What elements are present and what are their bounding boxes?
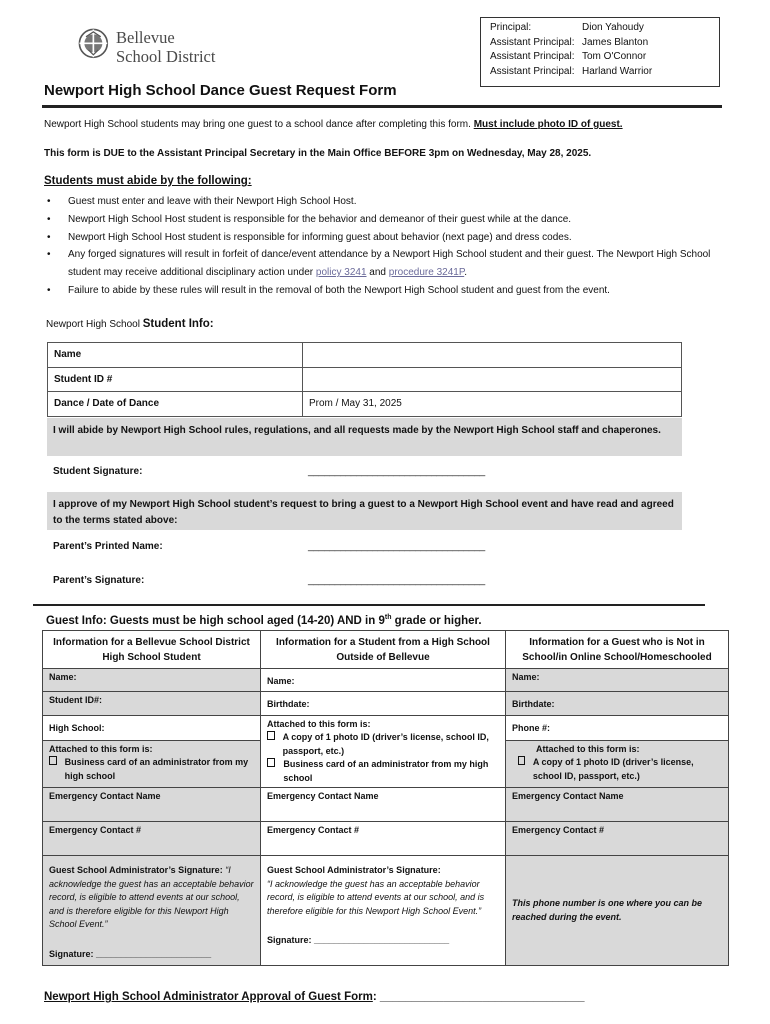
other-attachments: Attached to this form is: A copy of 1 photo ID (driver’s license, school ID, passport, etc.) [506, 740, 729, 787]
rules-heading: Students must abide by the following: [44, 175, 252, 187]
staff-row: Assistant Principal: Harland Warrior [490, 65, 653, 77]
table-row [43, 856, 729, 966]
admin-approval-line[interactable]: Newport High School Administrator Approval of Guest Form: ________________________________ [44, 991, 585, 1003]
list-item: • Guest must enter and leave with their Newport High School Host. [44, 193, 714, 211]
list-item: • Any forged signatures will result in forfeit of dance/event attendance by a Newport High School student and their guest. The Newport High School student may receive additional disciplinary action under policy 3241 and procedure 3241P. [44, 246, 714, 282]
dance-date-field[interactable]: Prom / May 31, 2025 [303, 392, 682, 417]
guest-info-heading: Guest Info: Guests must be high school aged (14-20) AND in 9th grade or higher. [46, 614, 482, 627]
divider [33, 604, 705, 606]
staff-row: Assistant Principal: James Blanton [490, 36, 649, 48]
divider [42, 105, 722, 108]
outside-birthdate-field[interactable]: Birthdate: [261, 691, 506, 715]
list-item: • Newport High School Host student is responsible for informing guest about behavior (next page) and dress codes. [44, 229, 714, 247]
table-row [43, 715, 729, 740]
other-name-field[interactable]: Name: [506, 669, 729, 692]
policy-link[interactable]: policy 3241 [315, 267, 367, 279]
bsd-attachments: Attached to this form is: Business card of an administrator from my high school [43, 740, 261, 787]
parent-name-label: Parent’s Printed Name: [53, 541, 163, 552]
outside-emergency-number-field[interactable]: Emergency Contact # [261, 822, 506, 856]
col-header-not-in-school: Information for a Guest who is Not in School/in Online School/Homeschooled [506, 631, 729, 669]
student-name-field[interactable] [303, 343, 682, 368]
other-birthdate-field[interactable]: Birthdate: [506, 691, 729, 715]
table-row [43, 788, 729, 822]
other-emergency-name-field[interactable]: Emergency Contact Name [506, 788, 729, 822]
parent-signature-label: Parent’s Signature: [53, 575, 145, 586]
bsd-student-id-field[interactable]: Student ID#: [43, 691, 261, 715]
col-header-bsd: Information for a Bellevue School District High School Student [43, 631, 261, 669]
district-logo [77, 27, 113, 63]
principal-box [480, 17, 720, 87]
business-card-checkbox[interactable] [267, 758, 275, 767]
parent-name-line[interactable]: _________________________________ [308, 541, 485, 552]
agreement-statement: I will abide by Newport High School rules, regulations, and all requests made by the Newport High School staff and chaperones. [47, 418, 682, 456]
table-row [43, 691, 729, 715]
guest-info-table [42, 630, 729, 966]
table-row: Student ID # [48, 367, 682, 392]
outside-name-field[interactable]: Name: [261, 669, 506, 692]
staff-row: Principal: Dion Yahoudy [490, 22, 644, 33]
table-row [43, 631, 729, 669]
bsd-signature-line[interactable]: Signature: _______________________ [49, 948, 212, 959]
table-row: Dance / Date of Dance Prom / May 31, 2025 [48, 392, 682, 417]
other-phone-field[interactable]: Phone #: [506, 715, 729, 740]
bsd-high-school-field[interactable]: High School: [43, 715, 261, 740]
rules-list [44, 193, 714, 300]
student-info-heading: Newport High School Student Info: [46, 318, 214, 330]
student-id-field[interactable] [303, 367, 682, 392]
procedure-link[interactable]: procedure 3241P [388, 267, 465, 279]
staff-row: Assistant Principal: Tom O'Connor [490, 51, 647, 62]
bsd-emergency-number-field[interactable]: Emergency Contact # [43, 822, 261, 856]
district-name: Bellevue School District [116, 28, 216, 66]
photo-id-checkbox[interactable] [518, 756, 525, 765]
table-row: Name [48, 343, 682, 368]
list-item: • Failure to abide by these rules will result in the removal of both the Newport High School student and guest from the event. [44, 282, 714, 300]
table-row [43, 822, 729, 856]
other-emergency-number-field[interactable]: Emergency Contact # [506, 822, 729, 856]
photo-id-checkbox[interactable] [267, 731, 275, 740]
form-title: Newport High School Dance Guest Request Form [44, 82, 397, 99]
intro-text: Newport High School students may bring one guest to a school dance after completing this form. Must include photo ID of guest. [44, 119, 623, 130]
business-card-checkbox[interactable] [49, 756, 57, 765]
outside-attachments: Attached to this form is: A copy of 1 photo ID (driver’s license, school ID, passport, etc.) Business card of an administrator from my high school [261, 715, 506, 788]
outside-admin-signature-block: Guest School Administrator’s Signature: “I acknowledge the guest has an acceptable behavior record, is eligible to attend events at our school, and is therefore eligible for this Newport High School Event.” Signature: ___________________________ [261, 856, 506, 966]
bsd-admin-signature-block: Guest School Administrator’s Signature: “I acknowledge the guest has an acceptable behavior record, is eligible to attend events at our school, and is therefore eligible for this Newport High School Event.” Signature: _______________________ [43, 856, 261, 966]
bsd-emergency-name-field[interactable]: Emergency Contact Name [43, 788, 261, 822]
outside-signature-line[interactable]: Signature: ___________________________ [267, 935, 450, 945]
outside-emergency-name-field[interactable]: Emergency Contact Name [261, 788, 506, 822]
student-signature-label: Student Signature: [53, 466, 143, 477]
student-signature-line[interactable]: _________________________________ [308, 466, 485, 477]
due-notice: This form is DUE to the Assistant Principal Secretary in the Main Office BEFORE 3pm on Wednesday, May 28, 2025. [44, 148, 592, 159]
list-item: • Newport High School Host student is responsible for the behavior and demeanor of their guest while at the dance. [44, 211, 714, 229]
col-header-outside: Information for a Student from a High School Outside of Bellevue [261, 631, 506, 669]
table-row [43, 669, 729, 692]
parent-approval-statement: I approve of my Newport High School student’s request to bring a guest to a Newport High School event and have read and agreed to the terms stated above: [47, 492, 682, 530]
student-info-table [47, 342, 682, 417]
parent-signature-line[interactable]: _________________________________ [308, 575, 485, 586]
phone-note: This phone number is one where you can be reached during the event. [506, 856, 729, 966]
bsd-name-field[interactable]: Name: [43, 669, 261, 692]
